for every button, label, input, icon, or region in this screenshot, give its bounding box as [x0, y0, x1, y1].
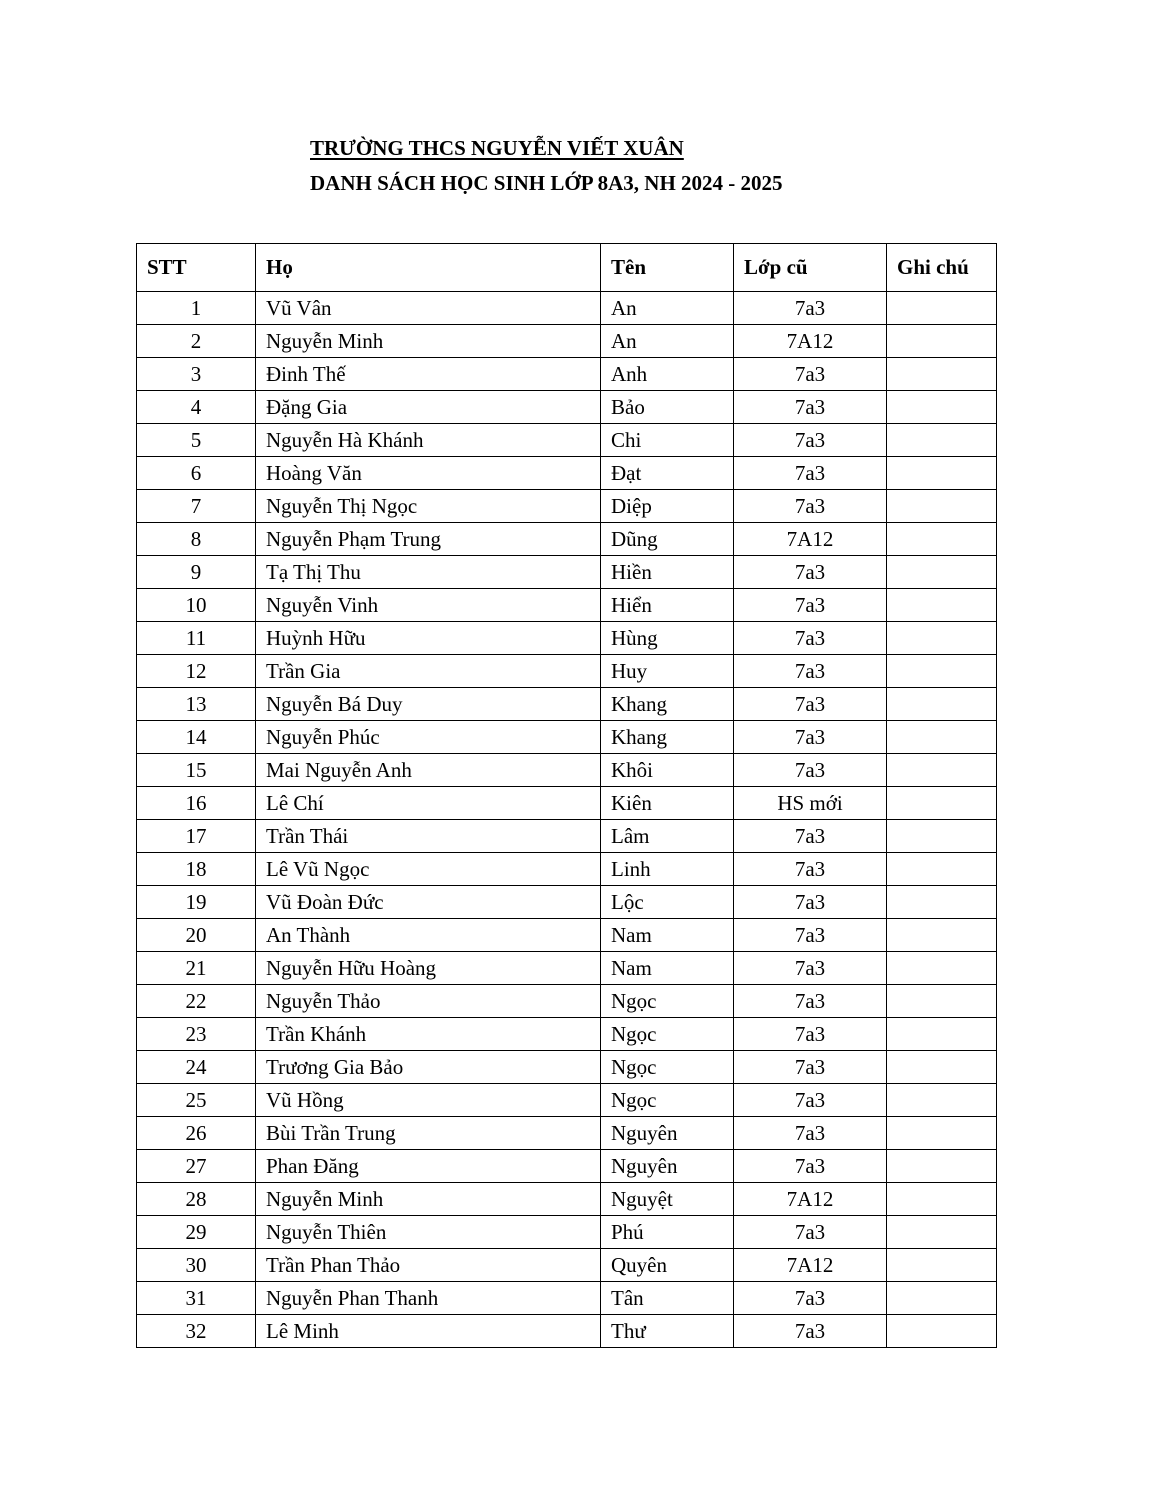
cell-lop-cu: 7a3 — [734, 919, 887, 952]
cell-ten: Dũng — [601, 523, 734, 556]
cell-ten: Ngọc — [601, 1018, 734, 1051]
cell-ten: Ngọc — [601, 1051, 734, 1084]
cell-lop-cu: 7a3 — [734, 1117, 887, 1150]
table-row — [137, 655, 997, 688]
cell-stt: 15 — [137, 754, 256, 787]
cell-ten: Hiển — [601, 589, 734, 622]
table-row — [137, 1051, 997, 1084]
cell-stt: 23 — [137, 1018, 256, 1051]
cell-stt: 6 — [137, 457, 256, 490]
cell-ghi-chu — [887, 754, 997, 787]
table-row — [137, 589, 997, 622]
cell-stt: 2 — [137, 325, 256, 358]
table-row — [137, 1084, 997, 1117]
cell-lop-cu: 7a3 — [734, 985, 887, 1018]
cell-lop-cu: HS mới — [734, 787, 887, 820]
cell-lop-cu: 7A12 — [734, 523, 887, 556]
cell-stt: 11 — [137, 622, 256, 655]
table-row — [137, 1117, 997, 1150]
cell-ho: Trần Khánh — [256, 1018, 601, 1051]
cell-ten: Khang — [601, 721, 734, 754]
table-row — [137, 358, 997, 391]
table-row — [137, 853, 997, 886]
cell-ten: Bảo — [601, 391, 734, 424]
cell-ghi-chu — [887, 1018, 997, 1051]
cell-lop-cu: 7a3 — [734, 391, 887, 424]
cell-ghi-chu — [887, 688, 997, 721]
cell-ghi-chu — [887, 1282, 997, 1315]
cell-stt: 17 — [137, 820, 256, 853]
cell-ten: Linh — [601, 853, 734, 886]
cell-ho: Nguyễn Thị Ngọc — [256, 490, 601, 523]
cell-ho: Đinh Thế — [256, 358, 601, 391]
cell-ho: Nguyễn Minh — [256, 1183, 601, 1216]
cell-ten: Nguyên — [601, 1117, 734, 1150]
cell-lop-cu: 7A12 — [734, 1249, 887, 1282]
table-row — [137, 457, 997, 490]
cell-ho: Phan Đăng — [256, 1150, 601, 1183]
cell-ho: Nguyễn Minh — [256, 325, 601, 358]
cell-stt: 30 — [137, 1249, 256, 1282]
cell-ten: Nguyên — [601, 1150, 734, 1183]
table-row — [137, 325, 997, 358]
cell-lop-cu: 7a3 — [734, 358, 887, 391]
cell-ghi-chu — [887, 292, 997, 325]
cell-ho: Nguyễn Phạm Trung — [256, 523, 601, 556]
cell-stt: 20 — [137, 919, 256, 952]
cell-ghi-chu — [887, 1150, 997, 1183]
cell-lop-cu: 7a3 — [734, 1084, 887, 1117]
table-row — [137, 523, 997, 556]
cell-ho: Bùi Trần Trung — [256, 1117, 601, 1150]
table-row — [137, 787, 997, 820]
table-row — [137, 1018, 997, 1051]
cell-ten: Hùng — [601, 622, 734, 655]
cell-ghi-chu — [887, 919, 997, 952]
column-header-ghi-chu: Ghi chú — [887, 244, 997, 292]
table-row — [137, 721, 997, 754]
cell-stt: 28 — [137, 1183, 256, 1216]
cell-ghi-chu — [887, 1117, 997, 1150]
cell-lop-cu: 7a3 — [734, 424, 887, 457]
table-row — [137, 622, 997, 655]
cell-lop-cu: 7a3 — [734, 721, 887, 754]
cell-ghi-chu — [887, 1315, 997, 1348]
cell-ten: Quyên — [601, 1249, 734, 1282]
table-row — [137, 292, 997, 325]
cell-stt: 13 — [137, 688, 256, 721]
cell-ten: Ngọc — [601, 985, 734, 1018]
cell-stt: 31 — [137, 1282, 256, 1315]
cell-ten: Chi — [601, 424, 734, 457]
cell-lop-cu: 7a3 — [734, 622, 887, 655]
cell-ho: Tạ Thị Thu — [256, 556, 601, 589]
table-row — [137, 688, 997, 721]
cell-ho: Trần Gia — [256, 655, 601, 688]
cell-ghi-chu — [887, 424, 997, 457]
cell-stt: 14 — [137, 721, 256, 754]
table-row — [137, 1315, 997, 1348]
cell-ghi-chu — [887, 853, 997, 886]
cell-ho: Lê Minh — [256, 1315, 601, 1348]
cell-ghi-chu — [887, 655, 997, 688]
cell-stt: 21 — [137, 952, 256, 985]
cell-ten: Diệp — [601, 490, 734, 523]
cell-ho: Nguyễn Hữu Hoàng — [256, 952, 601, 985]
cell-stt: 29 — [137, 1216, 256, 1249]
cell-lop-cu: 7a3 — [734, 1150, 887, 1183]
cell-ten: Đạt — [601, 457, 734, 490]
cell-ghi-chu — [887, 1249, 997, 1282]
table-row — [137, 424, 997, 457]
cell-ho: Trương Gia Bảo — [256, 1051, 601, 1084]
table-row — [137, 490, 997, 523]
cell-ghi-chu — [887, 523, 997, 556]
cell-stt: 12 — [137, 655, 256, 688]
cell-ten: Khang — [601, 688, 734, 721]
cell-ghi-chu — [887, 622, 997, 655]
cell-ghi-chu — [887, 589, 997, 622]
cell-lop-cu: 7a3 — [734, 1315, 887, 1348]
cell-ghi-chu — [887, 1084, 997, 1117]
table-row — [137, 919, 997, 952]
cell-ho: Vũ Hồng — [256, 1084, 601, 1117]
cell-ho: Trần Phan Thảo — [256, 1249, 601, 1282]
cell-ghi-chu — [887, 325, 997, 358]
table-header-row — [137, 244, 997, 292]
cell-lop-cu: 7a3 — [734, 1216, 887, 1249]
cell-ghi-chu — [887, 490, 997, 523]
cell-ten: Ngọc — [601, 1084, 734, 1117]
cell-stt: 3 — [137, 358, 256, 391]
cell-lop-cu: 7a3 — [734, 853, 887, 886]
table-row — [137, 1216, 997, 1249]
cell-lop-cu: 7a3 — [734, 589, 887, 622]
cell-ten: Phú — [601, 1216, 734, 1249]
table-row — [137, 1249, 997, 1282]
cell-stt: 22 — [137, 985, 256, 1018]
cell-stt: 5 — [137, 424, 256, 457]
school-name: TRƯỜNG THCS NGUYỄN VIẾT XUÂN — [310, 136, 684, 160]
table-row — [137, 886, 997, 919]
cell-lop-cu: 7a3 — [734, 490, 887, 523]
cell-stt: 25 — [137, 1084, 256, 1117]
cell-lop-cu: 7a3 — [734, 556, 887, 589]
cell-ghi-chu — [887, 556, 997, 589]
cell-stt: 18 — [137, 853, 256, 886]
cell-ten: Huy — [601, 655, 734, 688]
cell-ho: Nguyễn Thiên — [256, 1216, 601, 1249]
cell-stt: 27 — [137, 1150, 256, 1183]
cell-ho: Trần Thái — [256, 820, 601, 853]
cell-ho: Lê Vũ Ngọc — [256, 853, 601, 886]
cell-ten: Thư — [601, 1315, 734, 1348]
table-body — [137, 292, 997, 1348]
cell-ten: Nguyệt — [601, 1183, 734, 1216]
cell-ghi-chu — [887, 1216, 997, 1249]
cell-ghi-chu — [887, 787, 997, 820]
cell-ho: Vũ Đoàn Đức — [256, 886, 601, 919]
cell-lop-cu: 7a3 — [734, 886, 887, 919]
cell-ten: An — [601, 292, 734, 325]
cell-stt: 24 — [137, 1051, 256, 1084]
cell-lop-cu: 7a3 — [734, 1018, 887, 1051]
column-header-ten: Tên — [601, 244, 734, 292]
cell-ten: Hiền — [601, 556, 734, 589]
table-row — [137, 952, 997, 985]
cell-ten: Lộc — [601, 886, 734, 919]
table-row — [137, 391, 997, 424]
cell-stt: 4 — [137, 391, 256, 424]
table-row — [137, 556, 997, 589]
cell-stt: 19 — [137, 886, 256, 919]
cell-stt: 9 — [137, 556, 256, 589]
cell-ten: Khôi — [601, 754, 734, 787]
cell-ho: An Thành — [256, 919, 601, 952]
table-row — [137, 1150, 997, 1183]
cell-stt: 8 — [137, 523, 256, 556]
cell-ten: Nam — [601, 952, 734, 985]
cell-ghi-chu — [887, 886, 997, 919]
cell-stt: 10 — [137, 589, 256, 622]
cell-lop-cu: 7A12 — [734, 325, 887, 358]
cell-stt: 26 — [137, 1117, 256, 1150]
cell-ghi-chu — [887, 721, 997, 754]
cell-ghi-chu — [887, 952, 997, 985]
cell-ten: Anh — [601, 358, 734, 391]
cell-ghi-chu — [887, 391, 997, 424]
cell-ho: Đặng Gia — [256, 391, 601, 424]
cell-lop-cu: 7a3 — [734, 292, 887, 325]
cell-ho: Nguyễn Phan Thanh — [256, 1282, 601, 1315]
column-header-lop-cu: Lớp cũ — [734, 244, 887, 292]
cell-ho: Hoàng Văn — [256, 457, 601, 490]
cell-ten: Kiên — [601, 787, 734, 820]
cell-ten: An — [601, 325, 734, 358]
cell-lop-cu: 7a3 — [734, 688, 887, 721]
cell-stt: 32 — [137, 1315, 256, 1348]
document-title: DANH SÁCH HỌC SINH LỚP 8A3, NH 2024 - 2025 — [310, 171, 783, 195]
cell-ho: Nguyễn Bá Duy — [256, 688, 601, 721]
column-header-stt: STT — [137, 244, 256, 292]
cell-ho: Lê Chí — [256, 787, 601, 820]
cell-stt: 1 — [137, 292, 256, 325]
cell-lop-cu: 7a3 — [734, 754, 887, 787]
cell-ho: Nguyễn Phúc — [256, 721, 601, 754]
cell-ho: Mai Nguyễn Anh — [256, 754, 601, 787]
cell-ghi-chu — [887, 1051, 997, 1084]
cell-lop-cu: 7A12 — [734, 1183, 887, 1216]
cell-ghi-chu — [887, 358, 997, 391]
column-header-ho: Họ — [256, 244, 601, 292]
cell-lop-cu: 7a3 — [734, 820, 887, 853]
cell-ten: Nam — [601, 919, 734, 952]
cell-ho: Nguyễn Thảo — [256, 985, 601, 1018]
cell-stt: 7 — [137, 490, 256, 523]
student-list-table — [136, 243, 997, 1348]
cell-stt: 16 — [137, 787, 256, 820]
cell-lop-cu: 7a3 — [734, 1051, 887, 1084]
table-row — [137, 1282, 997, 1315]
cell-ten: Lâm — [601, 820, 734, 853]
table-row — [137, 754, 997, 787]
cell-lop-cu: 7a3 — [734, 952, 887, 985]
cell-ghi-chu — [887, 1183, 997, 1216]
table-row — [137, 985, 997, 1018]
cell-ten: Tân — [601, 1282, 734, 1315]
cell-lop-cu: 7a3 — [734, 1282, 887, 1315]
cell-ghi-chu — [887, 820, 997, 853]
cell-ho: Huỳnh Hữu — [256, 622, 601, 655]
table-row — [137, 1183, 997, 1216]
cell-ho: Nguyễn Hà Khánh — [256, 424, 601, 457]
cell-ghi-chu — [887, 457, 997, 490]
cell-lop-cu: 7a3 — [734, 457, 887, 490]
cell-ho: Nguyễn Vinh — [256, 589, 601, 622]
table-row — [137, 820, 997, 853]
cell-ghi-chu — [887, 985, 997, 1018]
cell-lop-cu: 7a3 — [734, 655, 887, 688]
cell-ho: Vũ Vân — [256, 292, 601, 325]
